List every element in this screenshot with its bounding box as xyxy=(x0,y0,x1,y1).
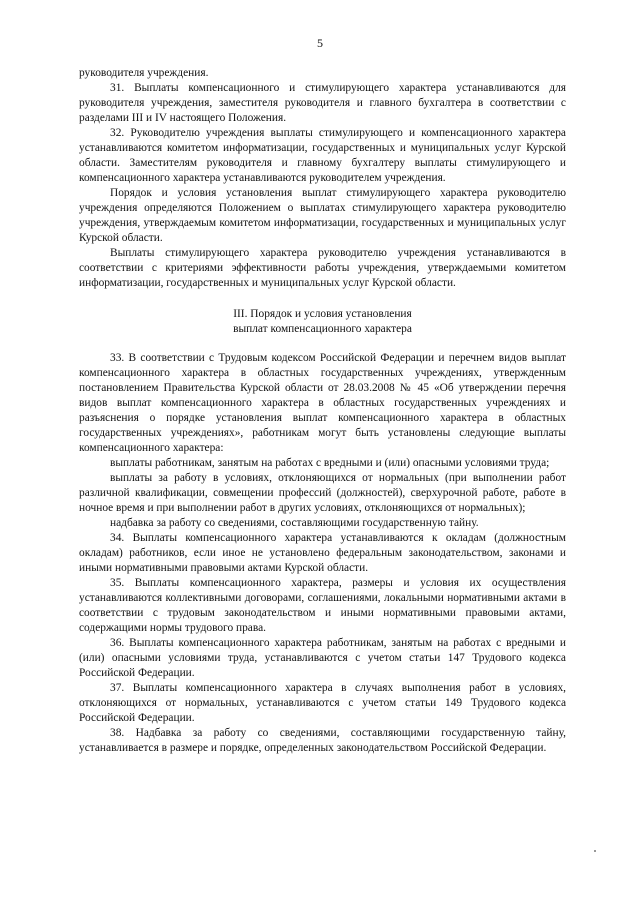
paragraph: руководителя учреждения. xyxy=(79,67,209,79)
section-heading xyxy=(79,307,566,337)
document-body xyxy=(79,66,566,756)
paragraph-37: 37. Выплаты компенсационного характера в случаях выполнения работ в условиях, отклоняющихся от нормальных, устанавливаются с учетом статьи 149 Трудового кодекса Российской Федерации. xyxy=(79,682,566,724)
section-heading-line1: III. Порядок и условия установления xyxy=(233,308,412,320)
section-heading-line2: выплат компенсационного характера xyxy=(233,323,412,335)
paragraphs-bottom xyxy=(79,351,566,756)
list-item: выплаты за работу в условиях, отклоняющихся от нормальных (при выполнении работ различной квалификации, совмещении профессий (должностей), сверхурочной работе, работе в ночное время и при выполнении работ в других условиях, отклоняющихся от нормальных); xyxy=(79,472,566,514)
paragraph: Выплаты стимулирующего характера руководителю учреждения устанавливаются в соответствии с критериями эффективности работы учреждения, утверждаемыми комитетом информатизации, государственных и муниципальных услуг Курской области. xyxy=(79,247,566,289)
paragraph-33: 33. В соответствии с Трудовым кодексом Российской Федерации и перечнем видов выплат компенсационного характера в областных государственных учреждениях, утвержденным постановлением Правительства Курской области от 28.03.2008 № 45 «Об утверждении перечня видов выплат компенсационного характера в областных государственных учреждениях и разъяснения о порядке установления выплат компенсационного характера в областных государственных учреждениях», работникам могут быть установлены следующие выплаты компенсационного характера: xyxy=(79,352,566,454)
scan-speck xyxy=(594,850,596,852)
paragraphs-top xyxy=(79,66,566,291)
paragraph-38: 38. Надбавка за работу со сведениями, составляющими государственную тайну, устанавливается в размере и порядке, определенных законодательством Российской Федерации. xyxy=(79,727,566,754)
paragraph-31: 31. Выплаты компенсационного и стимулирующего характера устанавливаются для руководителя учреждения, заместителя руководителя и главного бухгалтера в соответствии с разделами III и IV настоящего Положения. xyxy=(79,82,566,124)
list-item: выплаты работникам, занятым на работах с вредными и (или) опасными условиями труда; xyxy=(110,457,550,469)
paragraph-36: 36. Выплаты компенсационного характера работникам, занятым на работах с вредными и (или) опасными условиями труда, устанавливаются с учетом статьи 147 Трудового кодекса Российской Федерации. xyxy=(79,637,566,679)
paragraph-32: 32. Руководителю учреждения выплаты стимулирующего и компенсационного характера устанавливаются комитетом информатизации, государственных и муниципальных услуг Курской области. Заместителям руководителя и главному бухгалтеру выплаты стимулирующего и компенсационного характера устанавливаются руководителем учреждения. xyxy=(79,127,566,184)
page-number: 5 xyxy=(317,36,323,50)
list-item: надбавка за работу со сведениями, составляющими государственную тайну. xyxy=(110,517,479,529)
paragraph-34: 34. Выплаты компенсационного характера устанавливаются к окладам (должностным окладам) работников, если иное не установлено федеральным законодательством, законами и иными нормативными правовыми актами Курской области. xyxy=(79,532,566,574)
paragraph-35: 35. Выплаты компенсационного характера, размеры и условия их осуществления устанавливаются коллективными договорами, соглашениями, локальными нормативными актами в соответствии с трудовым законодательством и иными нормативными правовыми актами, содержащими нормы трудового права. xyxy=(79,577,566,634)
paragraph: Порядок и условия установления выплат стимулирующего характера руководителю учреждения определяются Положением о выплатах стимулирующего характера руководителю учреждения, утверждаемым комитетом информатизации, государственных и муниципальных услуг Курской области. xyxy=(79,187,566,244)
